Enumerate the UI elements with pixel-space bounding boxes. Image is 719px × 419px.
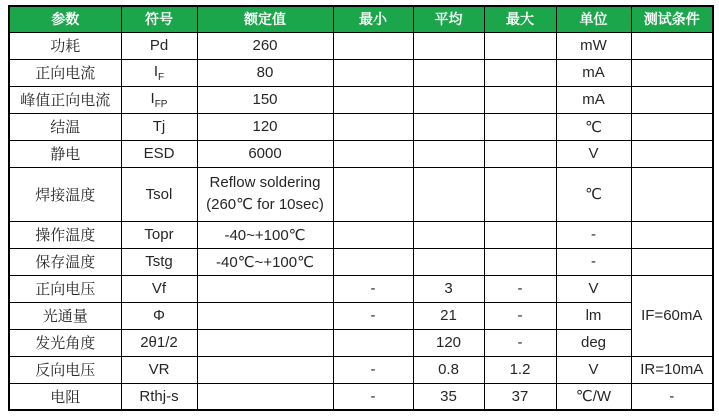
cell-param: 静电 — [9, 140, 121, 167]
rated-line-2: (260℃ for 10sec) — [206, 196, 324, 213]
header-row — [9, 6, 713, 32]
cell-unit: mW — [556, 32, 631, 59]
cell-min — [333, 221, 413, 248]
table-row — [9, 383, 713, 410]
cell-rated: -40℃~+100℃ — [197, 248, 333, 275]
cell-max — [484, 248, 556, 275]
cell-param: 结温 — [9, 113, 121, 140]
header-unit: 单位 — [556, 6, 631, 32]
table-row — [9, 302, 713, 329]
cell-avg: 35 — [413, 383, 484, 410]
table-row — [9, 59, 713, 86]
cell-rated — [197, 356, 333, 383]
cell-unit: V — [556, 275, 631, 302]
table-row — [9, 167, 713, 221]
table-row — [9, 113, 713, 140]
cell-min — [333, 329, 413, 356]
cell-rated: 120 — [197, 113, 333, 140]
cell-avg: 21 — [413, 302, 484, 329]
cell-unit: deg — [556, 329, 631, 356]
cell-symbol — [121, 59, 197, 86]
cell-rated: 260 — [197, 32, 333, 59]
cell-rated: -40~+100℃ — [197, 221, 333, 248]
rated-line-1: Reflow soldering — [209, 174, 321, 192]
cell-symbol: Φ — [121, 302, 197, 329]
cell-rated — [197, 329, 333, 356]
cell-max — [484, 59, 556, 86]
cell-min: - — [333, 302, 413, 329]
header-avg: 平均 — [413, 6, 484, 32]
cell-rated — [197, 302, 333, 329]
symbol-subscript: F — [158, 71, 165, 83]
cell-condition: - — [631, 383, 713, 410]
header-param: 参数 — [9, 6, 121, 32]
cell-avg — [413, 248, 484, 275]
cell-unit: ℃ — [556, 113, 631, 140]
cell-condition — [631, 221, 713, 248]
cell-param: 正向电压 — [9, 275, 121, 302]
cell-condition — [631, 59, 713, 86]
cell-max: - — [484, 275, 556, 302]
cell-unit: ℃ — [556, 167, 631, 221]
cell-symbol: Tsol — [121, 167, 197, 221]
cell-unit: ℃/W — [556, 383, 631, 410]
cell-max — [484, 113, 556, 140]
cell-symbol: 2θ1/2 — [121, 329, 197, 356]
cell-param: 反向电压 — [9, 356, 121, 383]
cell-min: - — [333, 383, 413, 410]
cell-symbol: Pd — [121, 32, 197, 59]
cell-min — [333, 113, 413, 140]
cell-avg: 0.8 — [413, 356, 484, 383]
symbol-base: I — [153, 62, 159, 80]
cell-symbol: Vf — [121, 275, 197, 302]
cell-rated: 6000 — [197, 140, 333, 167]
cell-max: 37 — [484, 383, 556, 410]
table-row — [9, 329, 713, 356]
cell-rated: 80 — [197, 59, 333, 86]
header-condition: 测试条件 — [631, 6, 713, 32]
cell-param: 光通量 — [9, 302, 121, 329]
cell-param: 功耗 — [9, 32, 121, 59]
cell-condition — [631, 32, 713, 59]
cell-max: - — [484, 329, 556, 356]
header-min: 最小 — [333, 6, 413, 32]
table-row — [9, 140, 713, 167]
cell-symbol: Rthj-s — [121, 383, 197, 410]
cell-unit: mA — [556, 86, 631, 113]
cell-symbol — [121, 86, 197, 113]
cell-param: 焊接温度 — [9, 167, 121, 221]
cell-param: 发光角度 — [9, 329, 121, 356]
cell-symbol: Tj — [121, 113, 197, 140]
cell-symbol: Tstg — [121, 248, 197, 275]
cell-max — [484, 221, 556, 248]
cell-min: - — [333, 356, 413, 383]
cell-param: 保存温度 — [9, 248, 121, 275]
cell-param: 峰值正向电流 — [9, 86, 121, 113]
cell-condition — [631, 113, 713, 140]
header-symbol: 符号 — [121, 6, 197, 32]
cell-unit: lm — [556, 302, 631, 329]
cell-avg: 120 — [413, 329, 484, 356]
cell-min — [333, 167, 413, 221]
table-row — [9, 221, 713, 248]
cell-rated: 150 — [197, 86, 333, 113]
cell-min — [333, 140, 413, 167]
cell-min — [333, 32, 413, 59]
cell-rated — [197, 275, 333, 302]
cell-condition — [631, 248, 713, 275]
cell-avg — [413, 113, 484, 140]
cell-condition: IR=10mA — [631, 356, 713, 383]
cell-unit: V — [556, 356, 631, 383]
cell-symbol: ESD — [121, 140, 197, 167]
cell-avg: 3 — [413, 275, 484, 302]
cell-symbol: Topr — [121, 221, 197, 248]
symbol-base: I — [150, 89, 155, 107]
cell-max — [484, 32, 556, 59]
cell-avg — [413, 86, 484, 113]
cell-unit: - — [556, 248, 631, 275]
cell-avg — [413, 167, 484, 221]
symbol-subscript: FP — [154, 98, 168, 110]
cell-param: 正向电流 — [9, 59, 121, 86]
cell-symbol: VR — [121, 356, 197, 383]
cell-max — [484, 167, 556, 221]
cell-condition — [631, 167, 713, 221]
cell-param: 电阻 — [9, 383, 121, 410]
cell-min: - — [333, 275, 413, 302]
header-rated: 额定值 — [197, 6, 333, 32]
cell-rated — [197, 167, 333, 221]
table-row — [9, 356, 713, 383]
cell-min — [333, 86, 413, 113]
table-row — [9, 86, 713, 113]
cell-unit: mA — [556, 59, 631, 86]
cell-min — [333, 59, 413, 86]
cell-avg — [413, 32, 484, 59]
cell-rated — [197, 383, 333, 410]
cell-max — [484, 86, 556, 113]
cell-min — [333, 248, 413, 275]
cell-max: - — [484, 302, 556, 329]
table-row — [9, 275, 713, 302]
cell-condition — [631, 86, 713, 113]
cell-param: 操作温度 — [9, 221, 121, 248]
spec-table — [8, 5, 714, 411]
cell-condition-merged: IF=60mA — [631, 275, 713, 356]
table-row — [9, 248, 713, 275]
cell-unit: V — [556, 140, 631, 167]
cell-max — [484, 140, 556, 167]
cell-avg — [413, 59, 484, 86]
cell-avg — [413, 140, 484, 167]
cell-avg — [413, 221, 484, 248]
table-row — [9, 32, 713, 59]
cell-max: 1.2 — [484, 356, 556, 383]
cell-unit: - — [556, 221, 631, 248]
header-max: 最大 — [484, 6, 556, 32]
cell-condition — [631, 140, 713, 167]
